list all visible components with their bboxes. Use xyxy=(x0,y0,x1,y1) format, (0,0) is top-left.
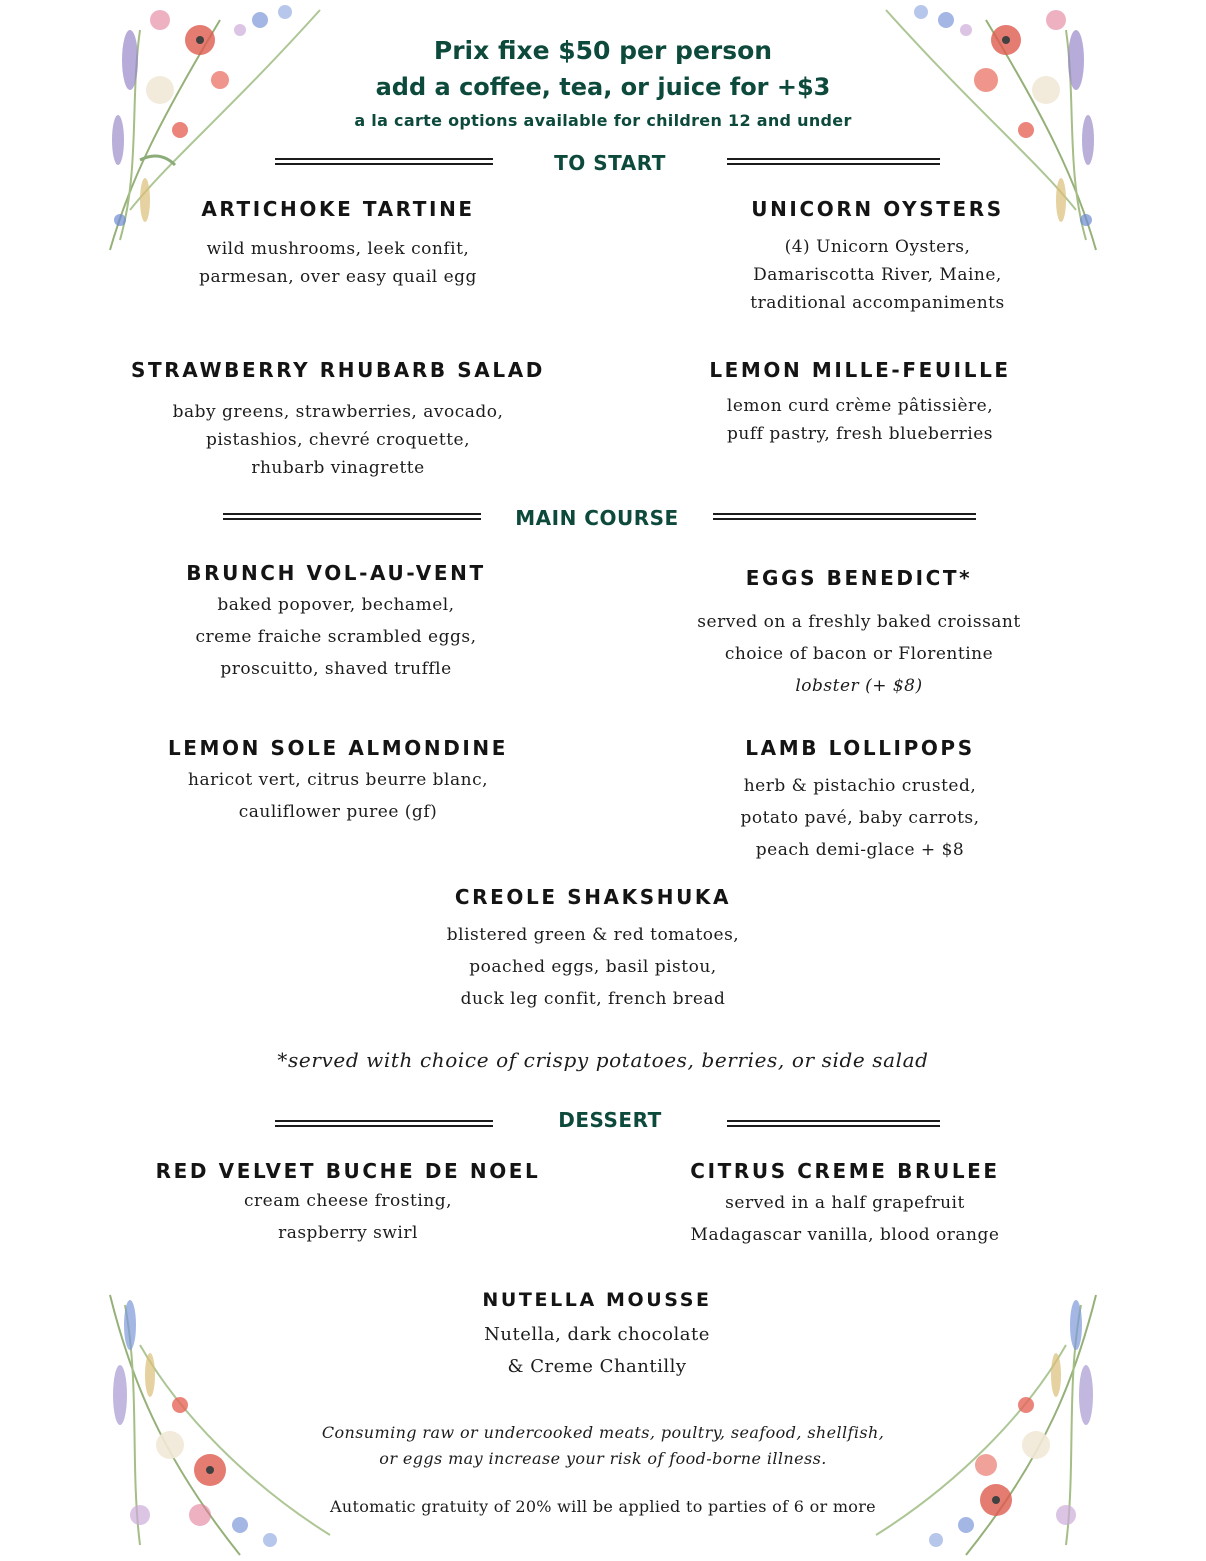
section-divider-left xyxy=(223,513,481,520)
dish-description xyxy=(660,770,1060,866)
dish-desc-line: rhubarb vinagrette xyxy=(251,458,425,478)
dish-lemon-sole-almondine xyxy=(128,736,548,828)
dish-nutella-mousse xyxy=(397,1289,797,1383)
dish-desc-line: baby greens, strawberries, avocado, xyxy=(172,402,504,422)
dish-desc-line: & Creme Chantilly xyxy=(507,1356,687,1377)
dish-name: STRAWBERRY RHUBARB SALAD xyxy=(131,358,545,382)
dish-name: BRUNCH VOL-AU-VENT xyxy=(186,561,486,585)
dish-description xyxy=(138,235,538,291)
children-line: a la carte options available for children 12 and under xyxy=(354,111,852,130)
dish-description xyxy=(640,1187,1050,1251)
dish-desc-line: blistered green & red tomatoes, xyxy=(446,925,740,945)
section-divider-left xyxy=(275,158,493,165)
dish-desc-line: baked popover, bechamel, xyxy=(217,595,455,615)
section-divider-right xyxy=(727,1120,940,1127)
dish-red-velvet-buche xyxy=(128,1159,568,1249)
dish-name: EGGS BENEDICT* xyxy=(745,566,973,590)
dish-name: LEMON SOLE ALMONDINE xyxy=(167,736,509,760)
gratuity-note: Automatic gratuity of 20% will be applied to parties of 6 or more xyxy=(330,1497,876,1516)
raw-food-warning-line-1: Consuming raw or undercooked meats, poultry, seafood, shellfish, xyxy=(321,1423,885,1442)
dish-desc-line: (4) Unicorn Oysters, xyxy=(784,237,971,257)
dish-desc-line: haricot vert, citrus beurre blanc, xyxy=(188,770,488,790)
lobster-upcharge: lobster (+ $8) xyxy=(795,676,923,696)
section-divider-right xyxy=(713,513,976,520)
dish-desc-line: peach demi-glace + $8 xyxy=(755,840,965,860)
dish-name: LAMB LOLLIPOPS xyxy=(745,736,975,760)
dish-desc-line: parmesan, over easy quail egg xyxy=(199,267,477,287)
dish-description xyxy=(670,233,1085,317)
section-heading-dessert: DESSERT xyxy=(558,1108,662,1132)
dish-desc-line: poached eggs, basil pistou, xyxy=(469,957,717,977)
dish-desc-line: traditional accompaniments xyxy=(750,293,1005,313)
sides-note: *served with choice of crispy potatoes, berries, or side salad xyxy=(277,1048,929,1072)
dish-eggs-benedict xyxy=(654,566,1064,702)
dish-desc-line: lemon curd crème pâtissière, xyxy=(726,396,994,416)
dish-desc-line: Nutella, dark chocolate xyxy=(484,1324,710,1345)
dish-lemon-mille-feuille xyxy=(660,358,1060,448)
dish-strawberry-rhubarb-salad xyxy=(118,358,558,482)
dish-description xyxy=(393,919,793,1015)
dish-desc-line: cream cheese frosting, xyxy=(243,1191,453,1211)
dish-desc-line: raspberry swirl xyxy=(278,1223,418,1243)
dish-desc-line: duck leg confit, french bread xyxy=(460,989,726,1009)
dish-desc-line: potato pavé, baby carrots, xyxy=(740,808,980,828)
dish-desc-line: pistashios, chevré croquette, xyxy=(205,430,470,450)
dish-brunch-vol-au-vent xyxy=(136,561,536,685)
dish-desc-line: herb & pistachio crusted, xyxy=(743,776,977,796)
addon-line: add a coffee, tea, or juice for +$3 xyxy=(375,73,831,101)
section-heading-main-course: MAIN COURSE xyxy=(515,506,679,530)
raw-food-warning-line-2: or eggs may increase your risk of food-borne illness. xyxy=(379,1449,827,1468)
dish-description xyxy=(128,1185,568,1249)
dish-name: LEMON MILLE-FEUILLE xyxy=(709,358,1011,382)
section-heading-to-start: TO START xyxy=(554,151,666,175)
section-divider-right xyxy=(727,158,940,165)
dish-description xyxy=(660,392,1060,448)
dish-desc-line: creme fraiche scrambled eggs, xyxy=(195,627,477,647)
dish-name: UNICORN OYSTERS xyxy=(751,197,1004,221)
dish-desc-line: puff pastry, fresh blueberries xyxy=(727,424,993,444)
dish-name: NUTELLA MOUSSE xyxy=(482,1289,712,1311)
dish-description xyxy=(128,764,548,828)
dish-description xyxy=(397,1319,797,1383)
dish-desc-line: served in a half grapefruit xyxy=(725,1193,965,1213)
dish-artichoke-tartine xyxy=(138,197,538,291)
dish-name: ARTICHOKE TARTINE xyxy=(201,197,475,221)
dish-name: RED VELVET BUCHE DE NOEL xyxy=(155,1159,541,1183)
dish-unicorn-oysters xyxy=(670,197,1085,317)
dish-name: CREOLE SHAKSHUKA xyxy=(454,885,732,909)
dish-desc-line: served on a freshly baked croissant xyxy=(697,612,1021,632)
section-divider-left xyxy=(275,1120,493,1127)
dish-desc-line: cauliflower puree (gf) xyxy=(238,802,438,822)
dish-desc-line: Damariscotta River, Maine, xyxy=(753,265,1002,285)
dish-description xyxy=(118,398,558,482)
dish-citrus-creme-brulee xyxy=(640,1159,1050,1251)
dish-desc-line: choice of bacon or Florentine xyxy=(724,644,994,664)
dish-desc-line: wild mushrooms, leek confit, xyxy=(206,239,470,259)
price-line: Prix fixe $50 per person xyxy=(433,36,773,65)
dish-desc-line: Madagascar vanilla, blood orange xyxy=(690,1225,1000,1245)
dish-name: CITRUS CREME BRULEE xyxy=(690,1159,1000,1183)
dish-creole-shakshuka xyxy=(393,885,793,1015)
dish-description xyxy=(654,606,1064,702)
dish-description xyxy=(136,589,536,685)
dish-lamb-lollipops xyxy=(660,736,1060,866)
dish-desc-line: proscuitto, shaved truffle xyxy=(220,659,452,679)
